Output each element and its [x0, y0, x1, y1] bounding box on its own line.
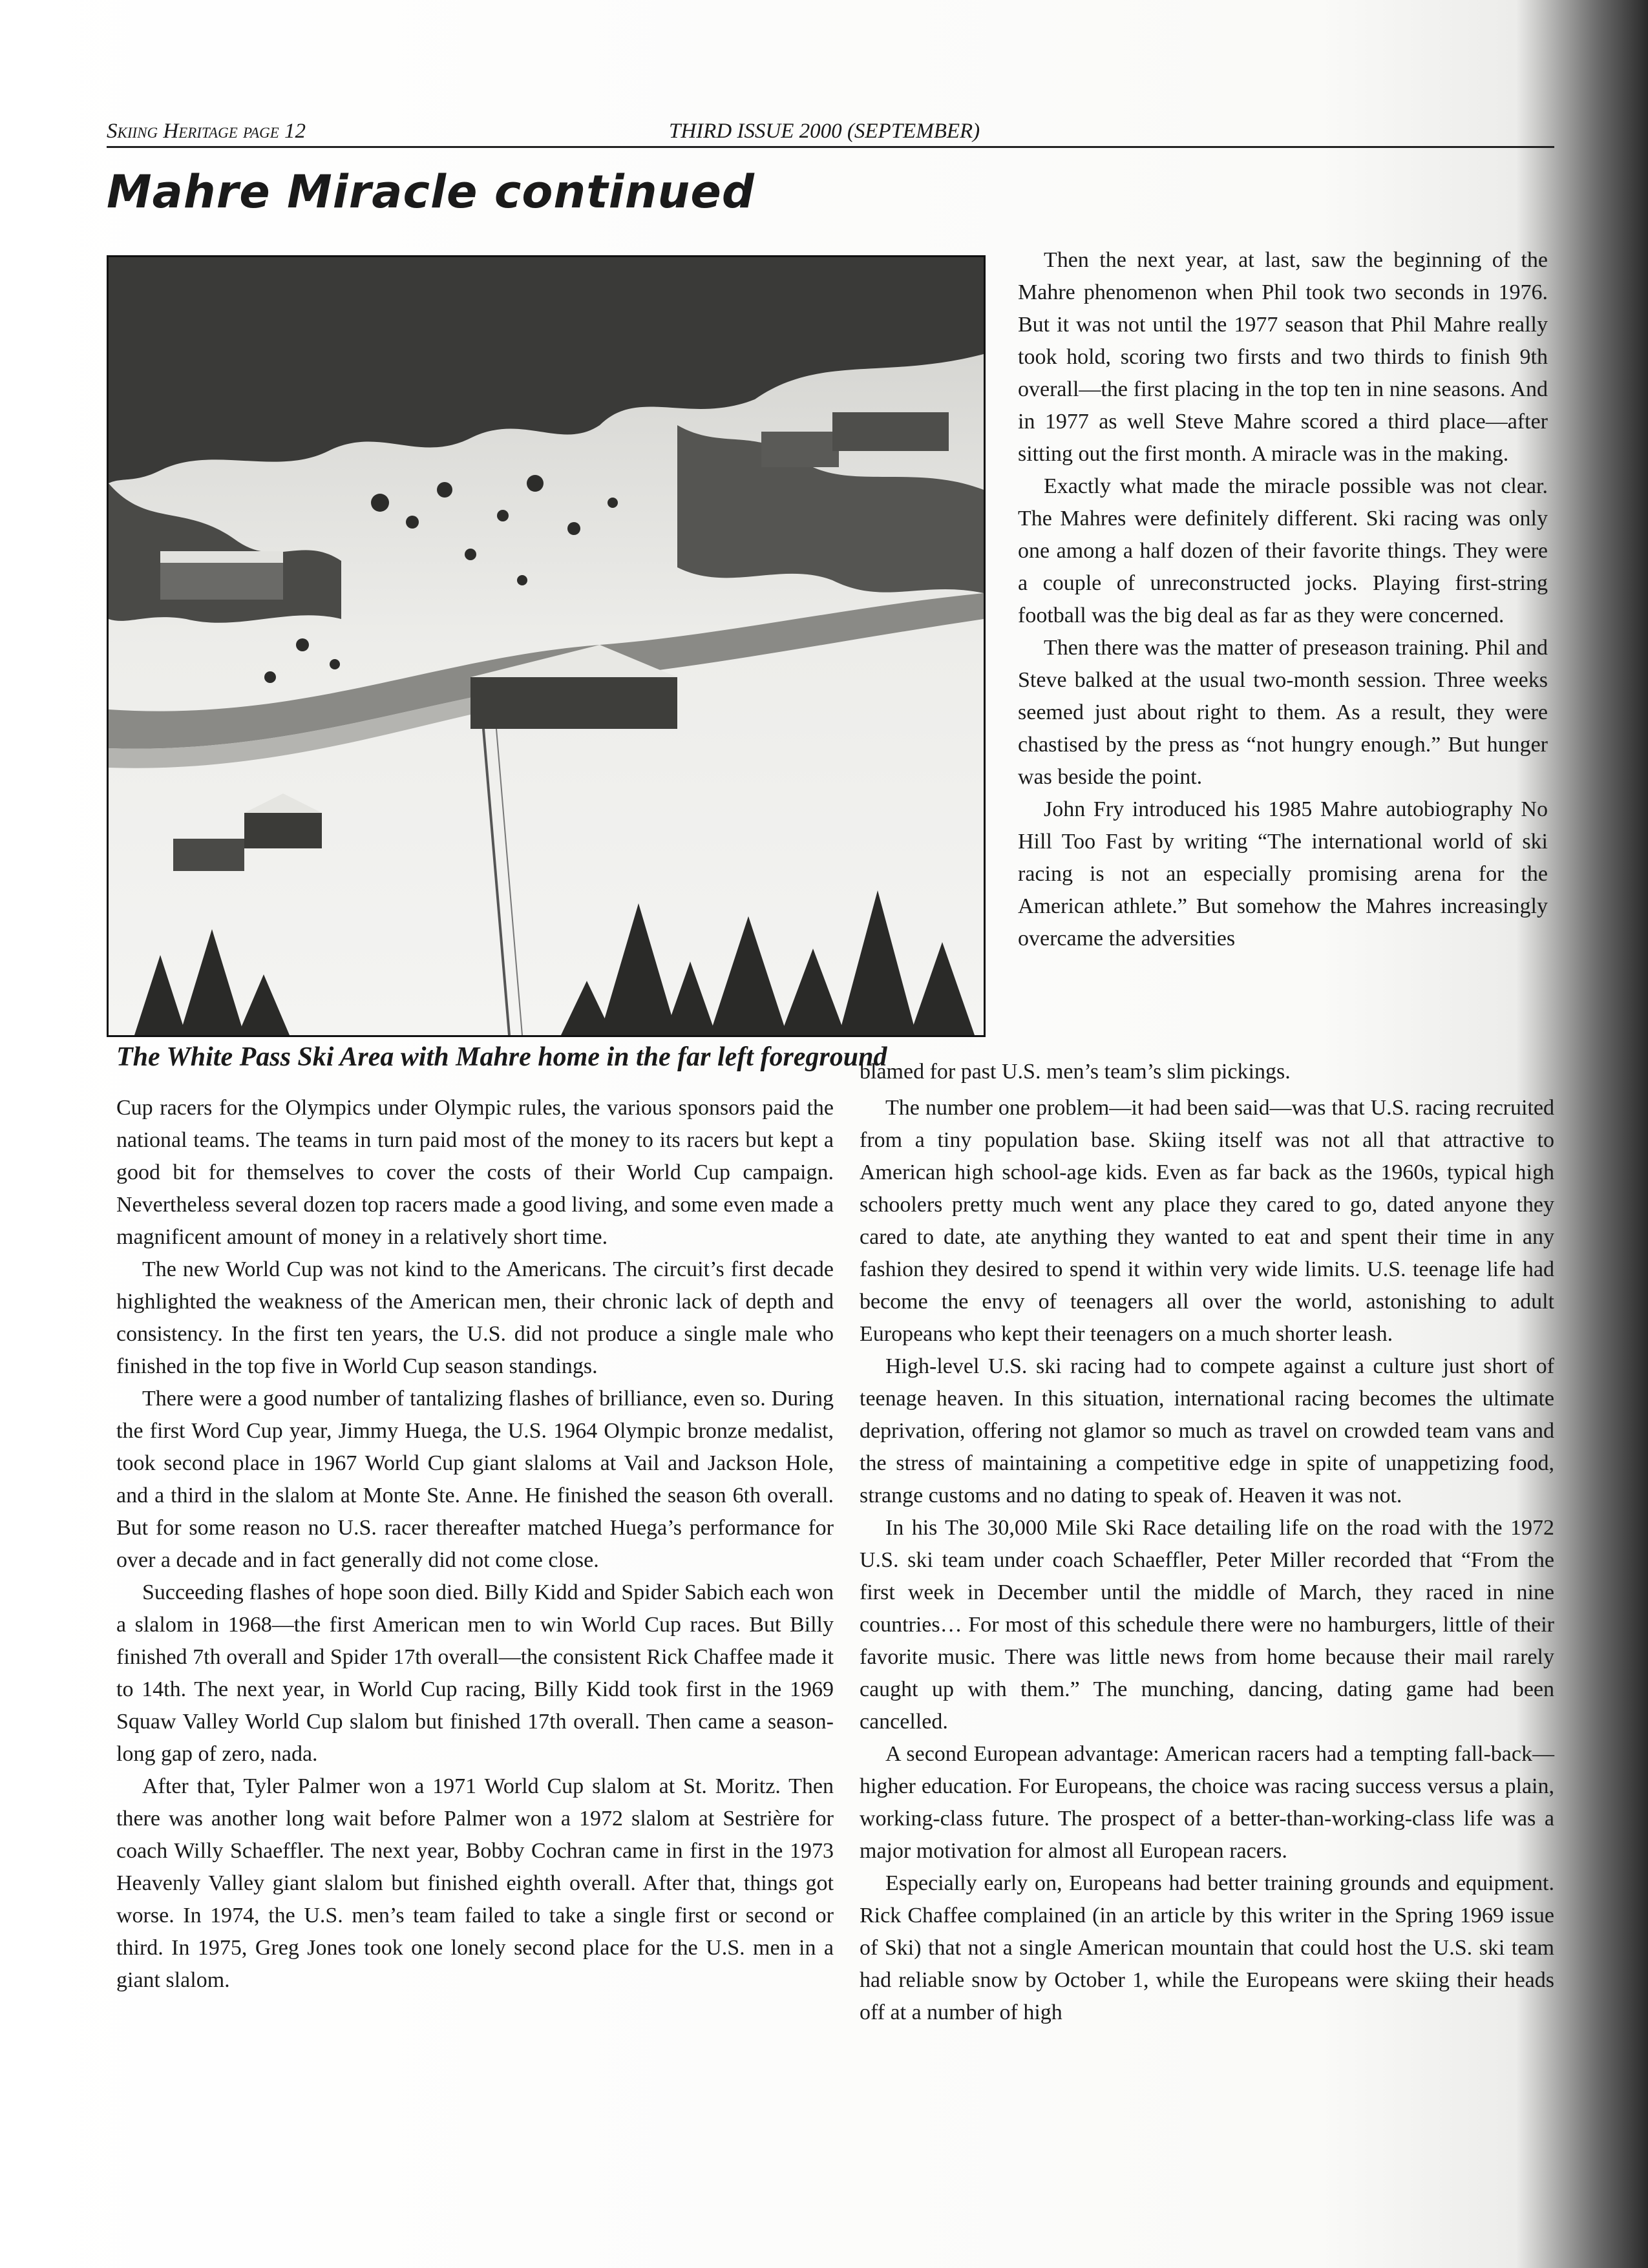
header-publication-page: Skiing Heritage page 12 — [107, 120, 306, 143]
top-right-column — [1018, 244, 1548, 955]
header-issue-date: THIRD ISSUE 2000 (SEPTEMBER) — [669, 120, 980, 143]
left-column — [116, 1092, 834, 1997]
paragraph: Succeeding flashes of hope soon died. Billy Kidd and Spider Sabich each won a slalom in 1968—the first American men to win World Cup races. But Billy finished 7th overall and Spider 17th overall—the consistent Rick Chaffee made it to 14th. The next year, in World Cup racing, Billy Kidd took first in the 1969 Squaw Valley World Cup slalom but finished 17th overall. Then came a season-long gap of zero, nada. — [116, 1580, 834, 1766]
paragraph: Cup racers for the Olympics under Olympic rules, the various sponsors paid the national teams. The teams in turn paid most of the money to its racers but kept a good bit for themselves to cover the costs of their World Cup campaign. Nevertheless several dozen top racers made a good living, and some even made a magnificent amount of money in a relatively short time. — [116, 1096, 834, 1249]
paragraph: Then the next year, at last, saw the beginning of the Mahre phenomenon when Phil took two seconds in 1976. But it was not until the 1977 season that Phil Mahre really took hold, scoring two firsts and two thirds to finish 9th overall—the first placing in the top ten in nine seasons. And in 1977 as well Steve Mahre scored a third place—after sitting out the first month. A miracle was in the making. — [1018, 248, 1548, 466]
ski-area-photo — [107, 255, 986, 1037]
paragraph: Exactly what made the miracle possible was not clear. The Mahres were definitely different. Ski racing was only one among a half dozen of their favorite things. They were a couple of unreconstructed jocks. Playing first-string football was the big deal as far as they were concerned. — [1018, 474, 1548, 627]
photo-caption: The White Pass Ski Area with Mahre home in the far left foreground — [116, 1042, 887, 1072]
right-column — [860, 1092, 1554, 2029]
paragraph: John Fry introduced his 1985 Mahre autobiography No Hill Too Fast by writing “The international world of ski racing is not an especially promising arena for the American athlete.” But somehow the Mahres increasingly overcame the adversities — [1018, 797, 1548, 950]
paragraph: Then there was the matter of preseason training. Phil and Steve balked at the usual two-month session. Three weeks seemed just about right to them. As a result, they were chastised by the press as “not hungry enough.” But hunger was beside the point. — [1018, 636, 1548, 789]
paragraph: The number one problem—it had been said—was that U.S. racing recruited from a tiny population base. Skiing itself was not all that attractive to American high school-age kids. Even as far back as the 1960s, typical high schoolers pretty much went any place they cared to go, dated anyone they cared to date, ate anything they wanted to eat and spent their time in any fashion they desired to spend it within very wide limits. U.S. teenage life had become the envy of teenagers all over the world, astonishing to adult Europeans who kept their teenagers on a much shorter leash. — [860, 1096, 1554, 1346]
ski-area-photo-icon — [109, 257, 984, 1035]
article-title: Mahre Miracle continued — [107, 165, 755, 218]
paragraph-continuation: blamed for past U.S. men’s team’s slim pickings. — [860, 1060, 1291, 1084]
wrap-line-container — [860, 1056, 1554, 1088]
paragraph: The new World Cup was not kind to the Americans. The circuit’s first decade highlighted the weakness of the American men, their chronic lack of depth and consistency. In the first ten years, the U.S. did not produce a single male who finished in the top five in World Cup season standings. — [116, 1257, 834, 1378]
paragraph: There were a good number of tantalizing flashes of brilliance, even so. During the first Word Cup year, Jimmy Huega, the U.S. 1964 Olympic bronze medalist, took second place in 1967 World Cup giant slaloms at Vail and Jackson Hole, and a third in the slalom at Monte Ste. Anne. He finished the season 6th overall. But for some reason no U.S. racer thereafter matched Huega’s performance for over a decade and in fact generally did not come close. — [116, 1387, 834, 1572]
paragraph: A second European advantage: American racers had a tempting fall-back—higher education. For Europeans, the choice was racing success versus a plain, working-class future. The prospect of a better-than-working-class life was a major motivation for almost all European racers. — [860, 1742, 1554, 1863]
paragraph: After that, Tyler Palmer won a 1971 World Cup slalom at St. Moritz. Then there was another long wait before Palmer won a 1972 slalom at Sestrière for coach Willy Schaeffler. The next year, Bobby Cochran came in first in the 1973 Heavenly Valley giant slalom but finished eighth overall. After that, things got worse. In 1974, the U.S. men’s team failed to take a single first or second or third. In 1975, Greg Jones took one lonely second place for the U.S. men in a giant slalom. — [116, 1774, 834, 1992]
paragraph: Especially early on, Europeans had better training grounds and equipment. Rick Chaffee complained (in an article by this writer in the Spring 1969 issue of Ski) that not a single American mountain that could host the U.S. ski team had reliable snow by October 1, while the Europeans were skiing their heads off at a number of high — [860, 1871, 1554, 2024]
paragraph: High-level U.S. ski racing had to compete against a culture just short of teenage heaven. In this situation, international racing becomes the ultimate deprivation, offering not glamor so much as travel on crowded team vans and the stress of maintaining a competitive edge in spite of unappetizing food, strange customs and no dating to speak of. Heaven it was not. — [860, 1354, 1554, 1507]
paragraph: In his The 30,000 Mile Ski Race detailing life on the road with the 1972 U.S. ski team under coach Schaeffler, Peter Miller recorded that “From the first week in December until the middle of March, they raced in nine countries… For most of this schedule there were no hamburgers, little of their favorite music. There was little news from home because their mail rarely caught up with them.” The munching, dancing, dating game had been cancelled. — [860, 1516, 1554, 1734]
running-header — [107, 116, 1554, 148]
magazine-page — [107, 103, 1554, 2184]
